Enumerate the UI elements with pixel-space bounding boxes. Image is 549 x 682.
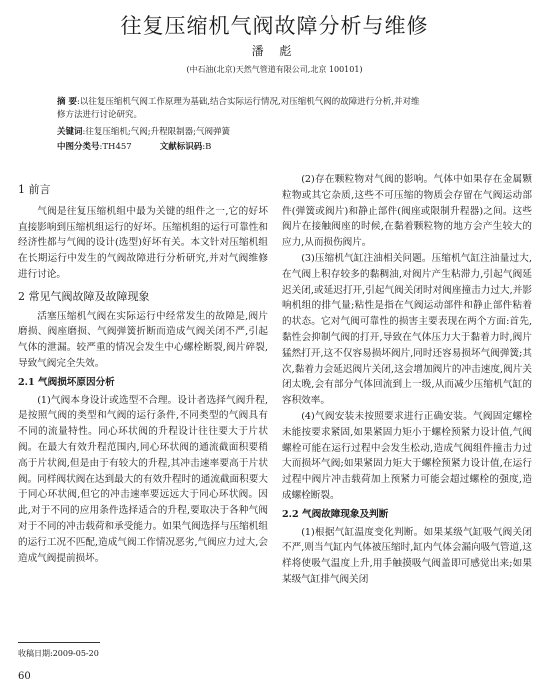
section-2-2-heading: 2.2 气阀故障现象及判断	[282, 508, 389, 520]
page-number: 60	[18, 671, 31, 682]
received-date-footnote: 收稿日期:2009-05-20	[18, 649, 99, 658]
abstract-text-line1: :以往复压缩机气阀工作原理为基础,结合实际运行情况,对压缩机气阀的故障进行分析,并对维	[76, 97, 420, 107]
doc-code-value: :B	[202, 142, 212, 152]
section-1-heading: 1 前言	[18, 183, 51, 196]
classification-codes	[57, 141, 507, 154]
section-2-paragraph: 活塞压缩机气阀在实际运行中经常发生的故障是,阀片磨损、阀座磨损、气阀弹簧折断而造成气阀关闭不严,引起气体的泄漏。较严重的情况会发生中心螺栓断裂,阀片碎裂,导致气阀完全失效。	[18, 310, 268, 369]
section-2-1-paragraph-1: (1)气阀本身设计或选型不合理。设计者选择气阀升程,是按照气阀的类型和气阀的运行条件,不同类型的气阀具有不同的流量特性。同心环状阀的升程设计往往要大于片状阀。在最大有效升程范围内,同心环状阀的通流截面积要稍高于片状阀,但是由于有较大的升程,其冲击速率要高于片状阀。同样阀状阀在达到最大的有效升程时的通流截面积要大于同心环状阀,但它的冲击速率要远远大于同心环状阀。因此,对于不同的应用条件选择适合的升程,要取决于各种气阀对于不同的冲击载荷和承受能力。如果气阀选择与压缩机组的运行工况不匹配,造成气阀工作情况恶劣,气阀应力过大,会造成气阀提前损坏。	[18, 394, 268, 564]
right-column	[282, 172, 532, 588]
section-2-1-paragraph-2: (2)存在颗粒物对气阀的影响。气体中如果存在金属颗粒物或其它杂质,这些不可压缩的物质会存留在气阀运动部件(弹簧或阀片)和静止部件(阀座或限制升程器)之间。这些阀片在接触阀座的时候,在黏着颗粒物的地方会产生较大的应力,从而损伤阀片。	[282, 174, 532, 249]
section-2-1-heading: 2.1 气阀损坏原因分析	[18, 376, 115, 388]
clc-label: 中图分类号	[57, 142, 100, 152]
section-2-1-paragraph-3: (3)压缩机气缸注油相关问题。压缩机气缸注油量过大,在气阀上积存较多的黏稠油,对阀片产生粘滞力,引起气阀延迟关闭,或延迟打开,引起气阀关闭时对阀座撞击力过大,并影响机组的排气量;粘性是指在气阀运动部件和静止部件粘着的状态。它对气阀可靠性的损害主要表现在两个方面:首先,黏性会抑制气阀的打开,导致在气体压力大于黏着力时,阀片猛然打开,这不仅容易损坏阀片,同时还容易损坏气阀弹簧;其次,黏着力会延迟阀片关闭,这会增加阀片的冲击速度,阀片关闭太晚,会有部分气体回流到上一级,从而减少压缩机气缸的容积效率。	[282, 252, 532, 407]
clc-value: :TH457	[99, 142, 132, 152]
footnote-divider	[18, 642, 100, 643]
author-affiliation: (中石油(北京)天然气管道有限公司,北京 100101)	[186, 65, 363, 74]
doc-code-label: 文献标识码	[159, 142, 203, 152]
left-column	[18, 170, 268, 566]
section-2-1-paragraph-4: (4)气阀安装未按照要求进行正确安装。气阀固定螺栓未能按要求紧固,如果紧固力矩小于螺栓预紧力设计值,气阀螺栓可能在运行过程中会发生松动,造成气阀组件撞击力过大而损坏气阀;如果紧固力矩大于螺栓预紧力设计值,在运行过程中阀片冲击载荷加上预紧力可能会超过螺栓的强度,造成螺栓断裂。	[282, 410, 532, 501]
abstract	[57, 96, 507, 122]
section-1-paragraph: 气阀是往复压缩机组中最为关键的组件之一,它的好坏直接影响到压缩机组运行的好坏。压缩机组的运行可靠性和经济性都与气阀的设计(选型)好坏有关。本文针对压缩机组在长期运行中发生的气阀故障进行分析研究,并对气阀维修进行讨论。	[18, 205, 268, 280]
keywords-text: :往复压缩机;气阀;升程限制器;气阀弹簧	[82, 127, 230, 137]
section-2-2-paragraph-1: (1)根据气缸温度变化判断。如果某级气缸吸气阀关闭不严,则当气缸内气体被压缩时,缸内气体会漏向吸气管道,这样将使吸气温度上升,用手触摸吸气阀盖即可感觉出来;如果某级气缸排气阀关闭	[282, 526, 532, 585]
keywords-label: 关键词	[57, 127, 83, 137]
paper-title: 往复压缩机气阀故障分析与维修	[120, 14, 429, 38]
abstract-label: 摘 要	[57, 97, 77, 107]
abstract-text-line2: 修方法进行讨论研究。	[57, 110, 143, 120]
section-2-heading: 2 常见气阀故障及故障现象	[18, 289, 150, 303]
keywords	[57, 126, 507, 139]
author-name: 潘 彪	[251, 44, 298, 58]
